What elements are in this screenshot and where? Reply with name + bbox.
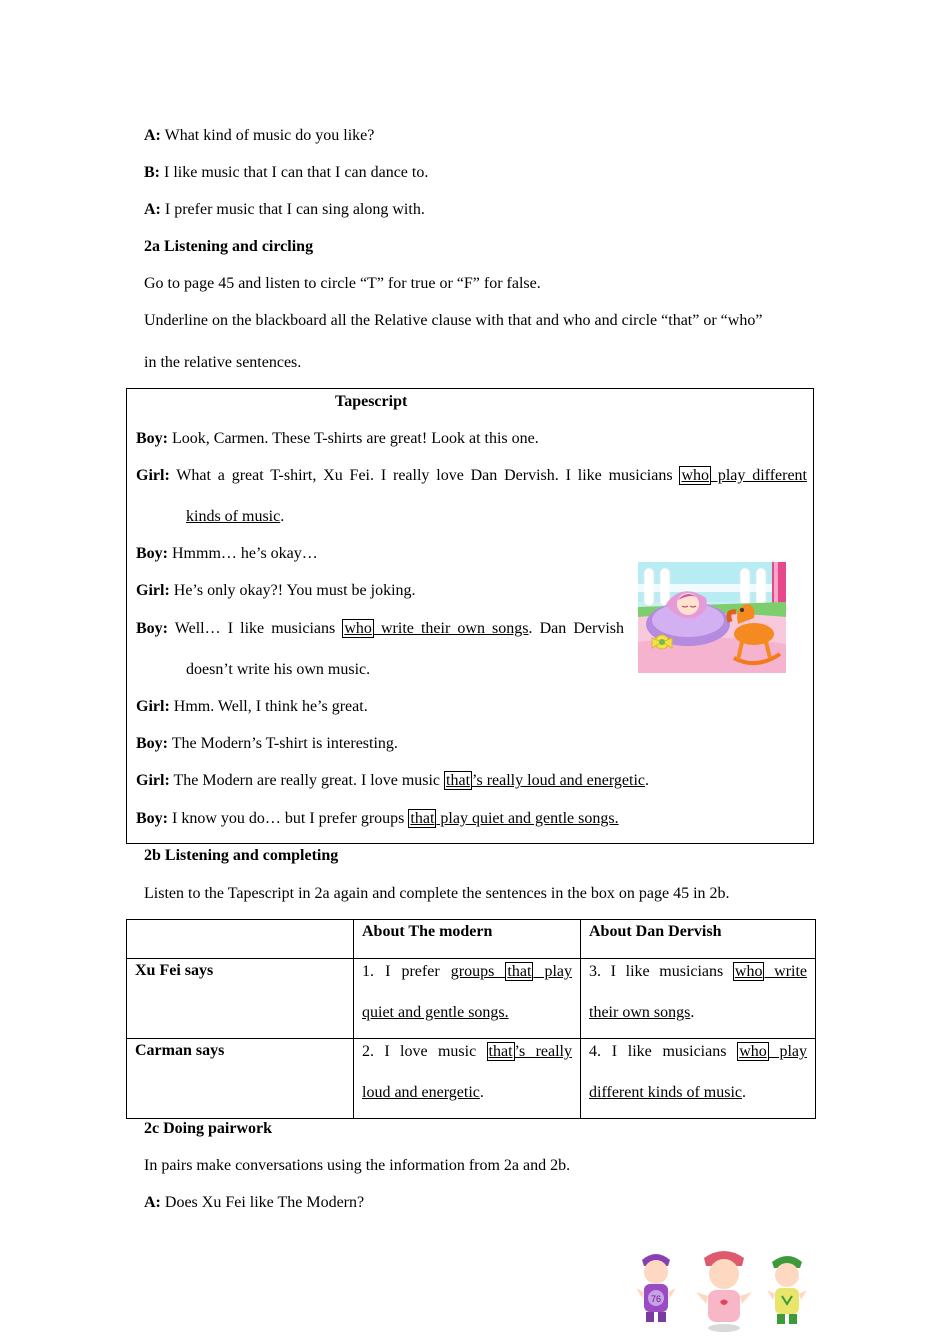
row-label: Xu Fei says [135, 962, 214, 979]
table-cell [581, 1039, 816, 1119]
line-text: The Modern’s T-shirt is interesting. [168, 735, 398, 752]
speaker: B: [144, 164, 160, 181]
underlined-answer: loud and energetic [362, 1084, 480, 1101]
underlined-answer: write [764, 963, 808, 980]
section-2a-heading [144, 237, 313, 257]
underlined-answer: different kinds of music [589, 1084, 743, 1101]
row-label: Carman says [135, 1042, 225, 1059]
speaker: Boy: [136, 810, 168, 827]
cell-line [362, 1042, 572, 1062]
circled-who: who [734, 963, 763, 980]
speaker: Girl: [136, 582, 170, 599]
cell-line [589, 962, 807, 982]
speaker: A: [144, 1194, 161, 1211]
tapescript-line [136, 581, 416, 601]
circled-that: that [410, 810, 435, 827]
speaker: Boy: [136, 545, 168, 562]
tapescript-line [136, 697, 368, 717]
circled-that: that [488, 1043, 513, 1060]
table-header-cell [581, 920, 816, 959]
speaker: Girl: [136, 698, 170, 715]
section-2a-instruction-2: Underline on the blackboard all the Relative clause with that and who and circle “that” or “who” [144, 312, 763, 329]
circled-that: that [446, 772, 471, 789]
row-label-cell [127, 1039, 354, 1119]
table-header-row [127, 920, 816, 959]
table-cell [581, 959, 816, 1039]
table-corner-cell [127, 920, 354, 959]
table-row [127, 1039, 816, 1119]
tapescript-line [136, 466, 807, 486]
cell-text: 1. I prefer [362, 963, 451, 980]
underlined-answer: ’s really [514, 1043, 573, 1060]
dialog-text: I prefer music that I can sing along with. [160, 201, 425, 218]
line-text: The Modern are really great. I love music [169, 772, 445, 789]
tapescript-line [136, 619, 624, 639]
cell-text: . [479, 1084, 484, 1101]
cell-text: 4. I like musicians [589, 1043, 738, 1060]
section-2c-heading [144, 1119, 272, 1139]
dialog-line-3 [144, 200, 425, 220]
line-text: Hmmm… he’s okay… [168, 545, 318, 562]
title-text: Tapescript [335, 393, 408, 410]
cell-line [589, 1003, 807, 1023]
line-text: Hmm. Well, I think he’s great. [169, 698, 368, 715]
underlined-clause: ’s really loud and energetic [472, 772, 646, 789]
line-text: Look, Carmen. These T-shirts are great! Look at this one. [168, 430, 539, 447]
speaker: Boy: [136, 620, 168, 637]
tapescript-line [136, 544, 318, 564]
kid-purple [636, 1254, 676, 1322]
dialog-text: I like music that I can that I can dance to. [160, 164, 429, 181]
cell-line [589, 1083, 807, 1103]
cartoon-kids-decoration [630, 1248, 820, 1334]
kid-green [767, 1256, 807, 1324]
heading-text: 2b Listening and completing [144, 847, 339, 864]
speaker: Girl: [136, 467, 170, 484]
jersey-number: 76 [650, 1294, 662, 1304]
line-text: What a great T-shirt, Xu Fei. I really love Dan Dervish. I like musicians [169, 467, 673, 484]
dialog-line-1 [144, 126, 374, 146]
speaker: Boy: [136, 430, 168, 447]
heading-text: 2a Listening and circling [144, 238, 314, 255]
section-2a-instruction-1: Go to page 45 and listen to circle “T” for true or “F” for false. [144, 275, 541, 292]
sleeping-baby-illustration [638, 562, 786, 673]
completion-table [126, 919, 816, 1119]
dialog-line-2 [144, 163, 428, 183]
tapescript-title [335, 392, 407, 412]
underlined-clause: play different [711, 467, 808, 484]
circled-that: that [507, 963, 532, 980]
heading-text: 2c Doing pairwork [144, 1120, 272, 1137]
line-text: I know you do… but I prefer groups [168, 810, 409, 827]
section-2b-heading [144, 846, 338, 866]
line-text: Well… I like musicians [168, 620, 336, 637]
dialog-text: Does Xu Fei like The Modern? [160, 1194, 365, 1211]
table-cell [354, 1039, 581, 1119]
tapescript-line [136, 734, 398, 754]
cell-line [362, 1003, 572, 1023]
speaker: Boy: [136, 735, 168, 752]
section-2c-instruction: In pairs make conversations using the information from 2a and 2b. [144, 1157, 571, 1174]
dialog-text: What kind of music do you like? [160, 127, 375, 144]
cell-text: . [690, 1004, 695, 1021]
header-text: About The modern [362, 923, 493, 940]
cell-text: . [742, 1084, 747, 1101]
cell-line [362, 1083, 572, 1103]
underlined-clause: write their own songs [373, 620, 529, 637]
table-cell [354, 959, 581, 1039]
tapescript-line [136, 771, 649, 791]
circled-who: who [681, 467, 709, 484]
section-2b-instruction: Listen to the Tapescript in 2a again and complete the sentences in the box on page 45 in 2b. [144, 885, 730, 902]
tapescript-line [136, 809, 619, 829]
underlined-answer: groups [450, 963, 506, 980]
circled-who: who [739, 1043, 767, 1060]
line-text: . Dan Dervish [528, 620, 625, 637]
cell-line [589, 1042, 807, 1062]
dialog-line [144, 1193, 364, 1213]
speaker: A: [144, 201, 161, 218]
header-text: About Dan Dervish [589, 923, 722, 940]
speaker: Girl: [136, 772, 170, 789]
table-header-cell [354, 920, 581, 959]
line-text: . [280, 508, 285, 525]
tapescript-line [136, 429, 539, 449]
row-label-cell [127, 959, 354, 1039]
underlined-answer: play [533, 963, 573, 980]
underlined-answer: play [768, 1043, 808, 1060]
kid-pink [696, 1251, 752, 1332]
underlined-clause: play quiet and gentle songs. [436, 810, 619, 827]
circled-who: who [344, 620, 372, 637]
table-row [127, 959, 816, 1039]
section-2a-instruction-2b: in the relative sentences. [144, 354, 302, 371]
cell-text: 2. I love music [362, 1043, 487, 1060]
tapescript-box [126, 388, 814, 844]
underlined-answer: their own songs [589, 1004, 691, 1021]
tapescript-line-cont: doesn’t write his own music. [186, 661, 371, 678]
tapescript-line-cont [186, 507, 284, 527]
underlined-clause: kinds of music [186, 508, 281, 525]
cell-text: 3. I like musicians [589, 963, 733, 980]
line-text: He’s only okay?! You must be joking. [169, 582, 416, 599]
speaker: A: [144, 127, 161, 144]
line-text: . [645, 772, 650, 789]
cell-line [362, 962, 572, 982]
underlined-answer: quiet and gentle songs. [362, 1004, 509, 1021]
